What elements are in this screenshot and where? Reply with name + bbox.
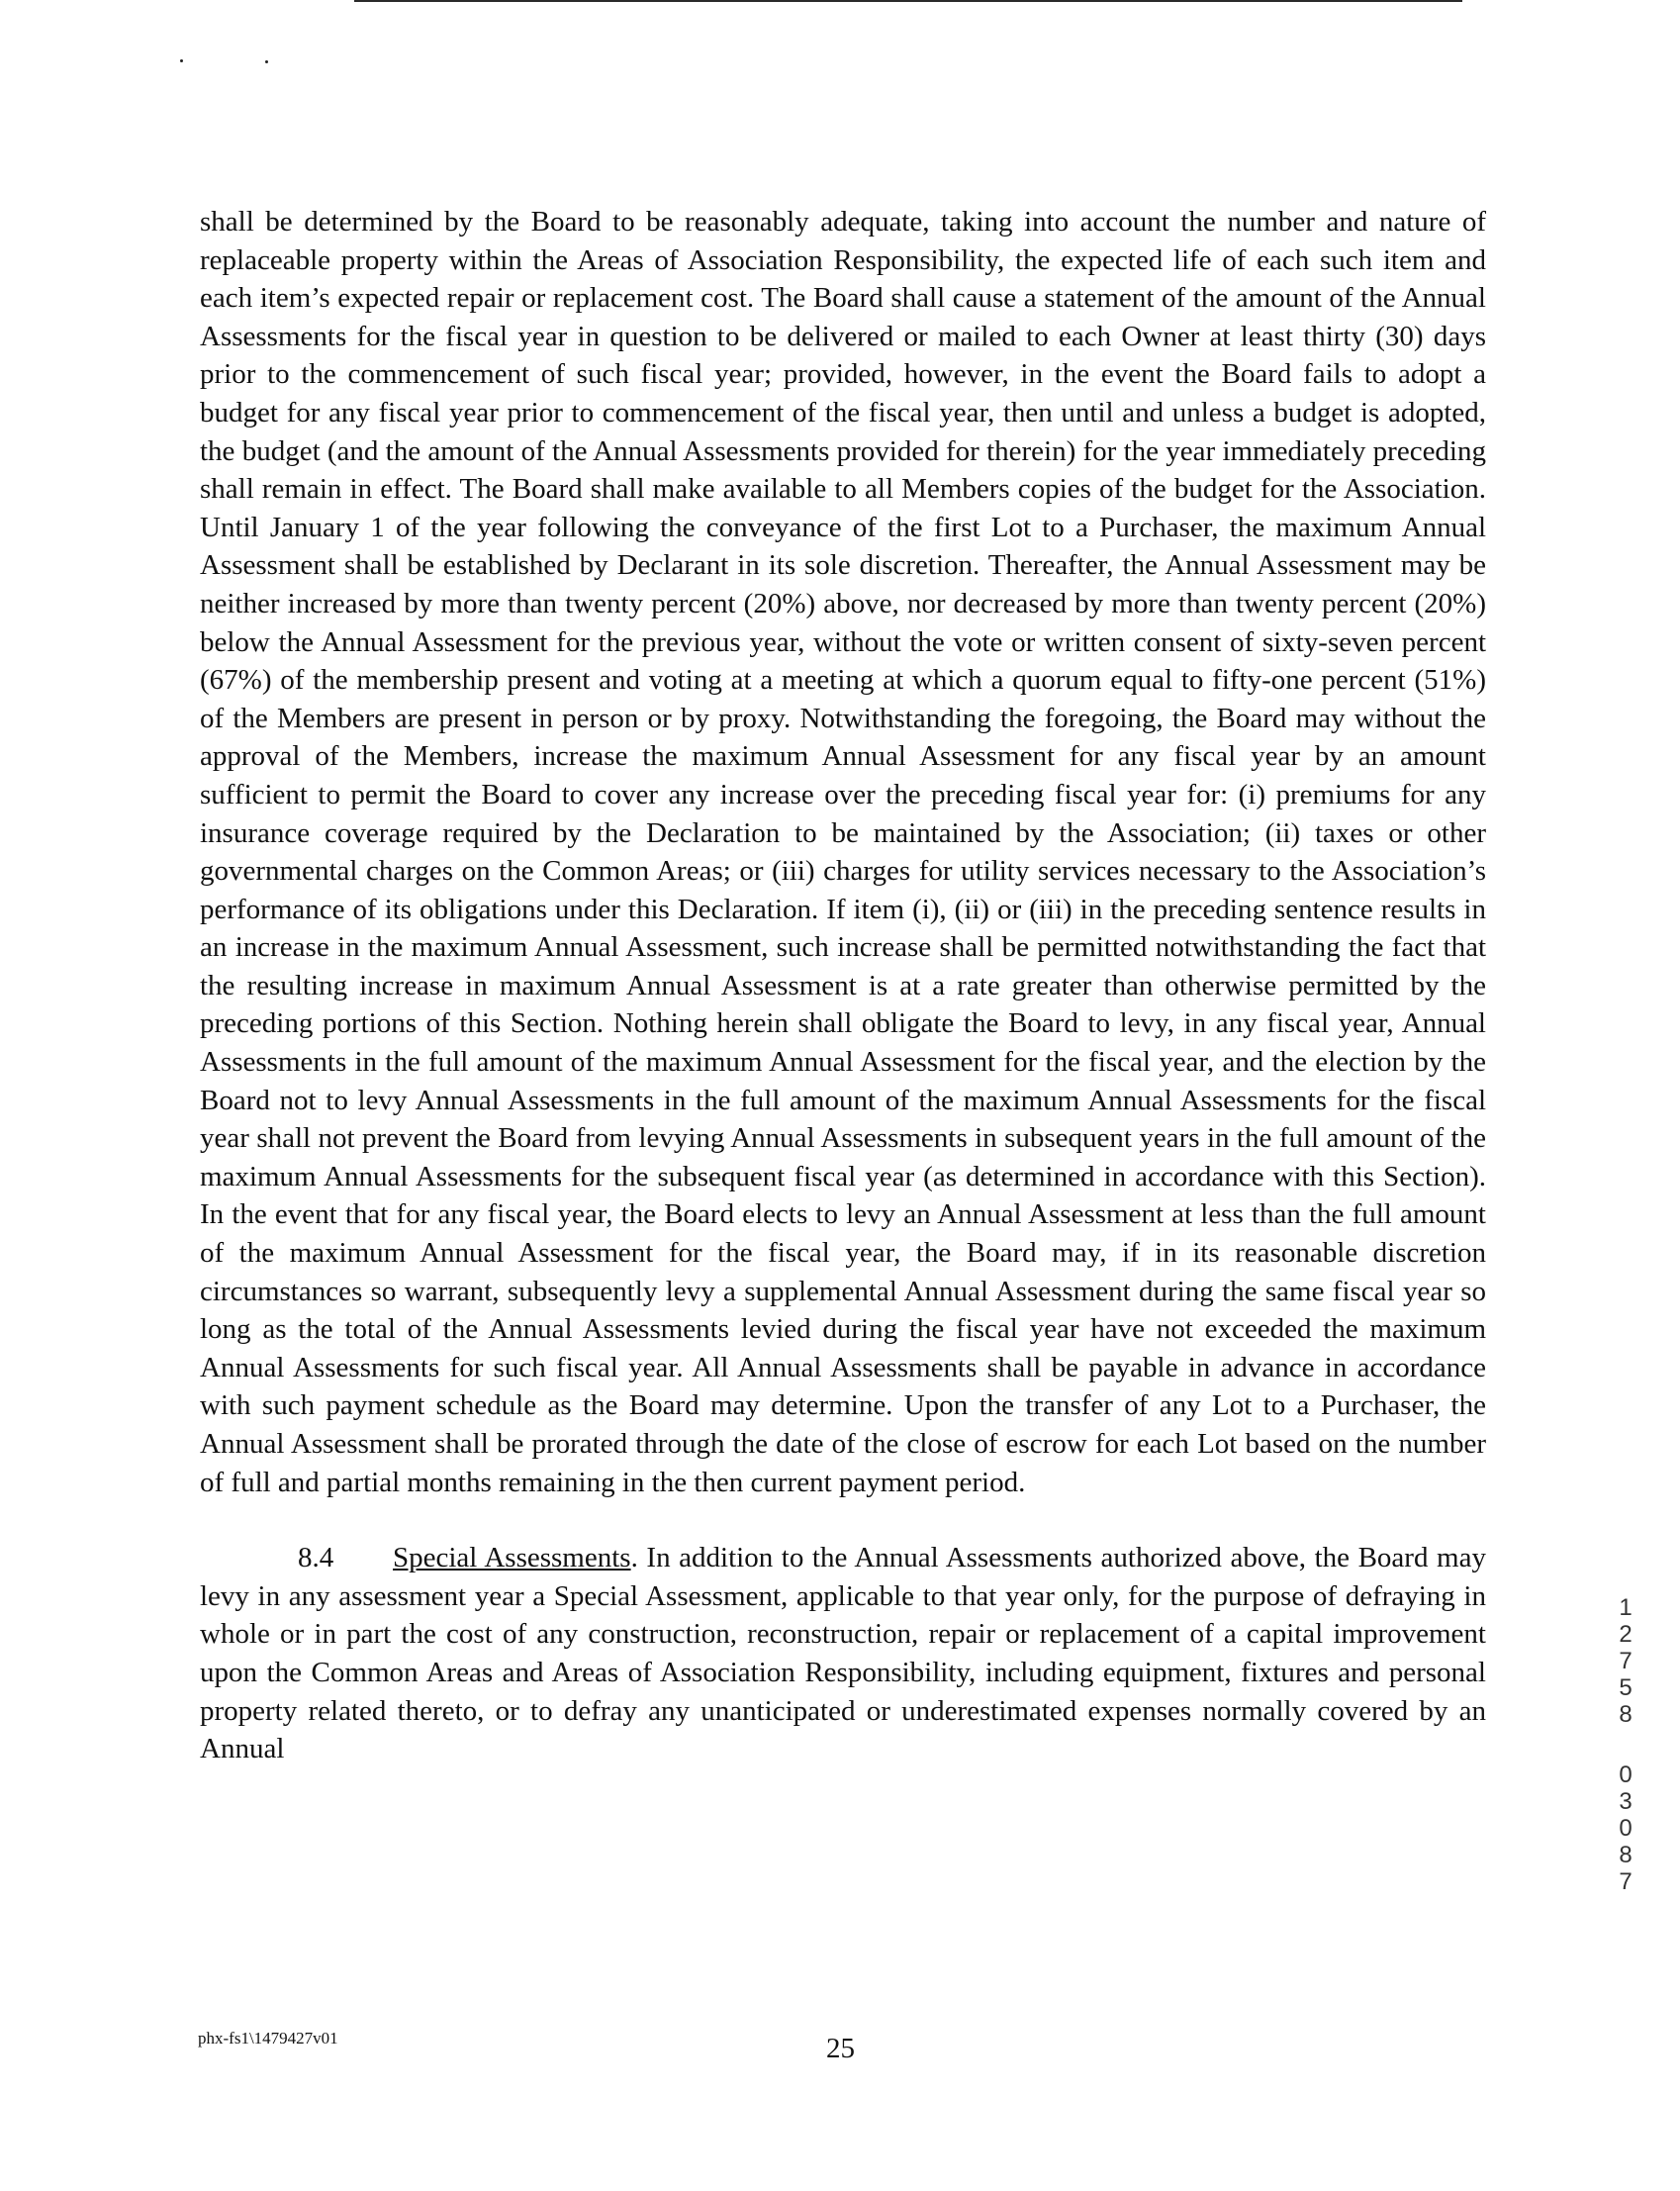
stamp-digit: 7	[1619, 1868, 1633, 1895]
paragraph-gap	[200, 1501, 1486, 1539]
stamp-digit: 8	[1619, 1701, 1633, 1728]
stamp-digit: 8	[1619, 1842, 1633, 1868]
top-rule	[354, 0, 1462, 2]
side-stamp-number	[1611, 1594, 1640, 1895]
document-body	[200, 203, 1486, 1768]
stamp-digit: 2	[1619, 1621, 1633, 1648]
stamp-digit: 1	[1619, 1594, 1633, 1621]
section-8-4-paragraph	[200, 1539, 1486, 1768]
scan-speck	[180, 59, 183, 62]
stamp-digit: 0	[1619, 1815, 1633, 1842]
section-title: Special Assessments	[393, 1542, 631, 1574]
stamp-gap	[1611, 1728, 1640, 1762]
stamp-digit: 0	[1619, 1762, 1633, 1788]
scan-speck	[265, 60, 268, 63]
stamp-digit: 3	[1619, 1788, 1633, 1815]
section-number: 8.4	[298, 1542, 334, 1574]
stamp-digit: 7	[1619, 1648, 1633, 1674]
page-number: 25	[826, 2033, 855, 2064]
section-text: In addition to the Annual Assessments authorized above, the Board may levy in any assessment year a Special Assessment, applicable to that year only, for the purpose of defraying in whole or in part the cost of any construction, reconstruction, repair or replacement of a capital improvement upon the Common Areas and Areas of Association Responsibility, including equipment, fixtures and personal property related thereto, or to defray any unanticipated or underestimated expenses normally covered by an Annual	[200, 1542, 1486, 1765]
section-title-punctuation: .	[630, 1542, 638, 1574]
continued-paragraph: shall be determined by the Board to be reasonably adequate, taking into account the number and nature of replaceable property within the Areas of Association Responsibility, the expected life of each such item and each item’s expected repair or replacement cost. The Board shall cause a statement of the amount of the Annual Assessments for the fiscal year in question to be delivered or mailed to each Owner at least thirty (30) days prior to the commencement of such fiscal year; provided, however, in the event the Board fails to adopt a budget for any fiscal year prior to commencement of the fiscal year, then until and unless a budget is adopted, the budget (and the amount of the Annual Assessments provided for therein) for the year immediately preceding shall remain in effect. The Board shall make available to all Members copies of the budget for the Association. Until January 1 of the year following the conveyance of the first Lot to a Purchaser, the maximum Annual Assessment shall be established by Declarant in its sole discretion. Thereafter, the Annual Assessment may be neither increased by more than twenty percent (20%) above, nor decreased by more than twenty percent (20%) below the Annual Assessment for the previous year, without the vote or written consent of sixty-seven percent (67%) of the membership present and voting at a meeting at which a quorum equal to fifty-one percent (51%) of the Members are present in person or by proxy. Notwithstanding the foregoing, the Board may without the approval of the Members, increase the maximum Annual Assessment for any fiscal year by an amount sufficient to permit the Board to cover any increase over the preceding fiscal year for: (i) premiums for any insurance coverage required by the Declaration to be maintained by the Association; (ii) taxes or other governmental charges on the Common Areas; or (iii) charges for utility services necessary to the Association’s performance of its obligations under this Declaration. If item (i), (ii) or (iii) in the preceding sentence results in an increase in the maximum Annual Assessment, such increase shall be permitted notwithstanding the fact that the resulting increase in maximum Annual Assessment is at a rate greater than otherwise permitted by the preceding portions of this Section. Nothing herein shall obligate the Board to levy, in any fiscal year, Annual Assessments in the full amount of the maximum Annual Assessment for the fiscal year, and the election by the Board not to levy Annual Assessments in the full amount of the maximum Annual Assessments for the fiscal year shall not prevent the Board from levying Annual Assessments in subsequent years in the full amount of the maximum Annual Assessments for the subsequent fiscal year (as determined in accordance with this Section). In the event that for any fiscal year, the Board elects to levy an Annual Assessment at less than the full amount of the maximum Annual Assessment for the fiscal year, the Board may, if in its reasonable discretion circumstances so warrant, subsequently levy a supplemental Annual Assessment during the same fiscal year so long as the total of the Annual Assessments levied during the fiscal year have not exceeded the maximum Annual Assessments for such fiscal year. All Annual Assessments shall be payable in advance in accordance with such payment schedule as the Board may determine. Upon the transfer of any Lot to a Purchaser, the Annual Assessment shall be prorated through the date of the close of escrow for each Lot based on the number of full and partial months remaining in the then current payment period.	[200, 206, 1486, 1498]
stamp-digit: 5	[1619, 1674, 1633, 1701]
footer-document-code: phx-fs1\1479427v01	[198, 2029, 338, 2048]
